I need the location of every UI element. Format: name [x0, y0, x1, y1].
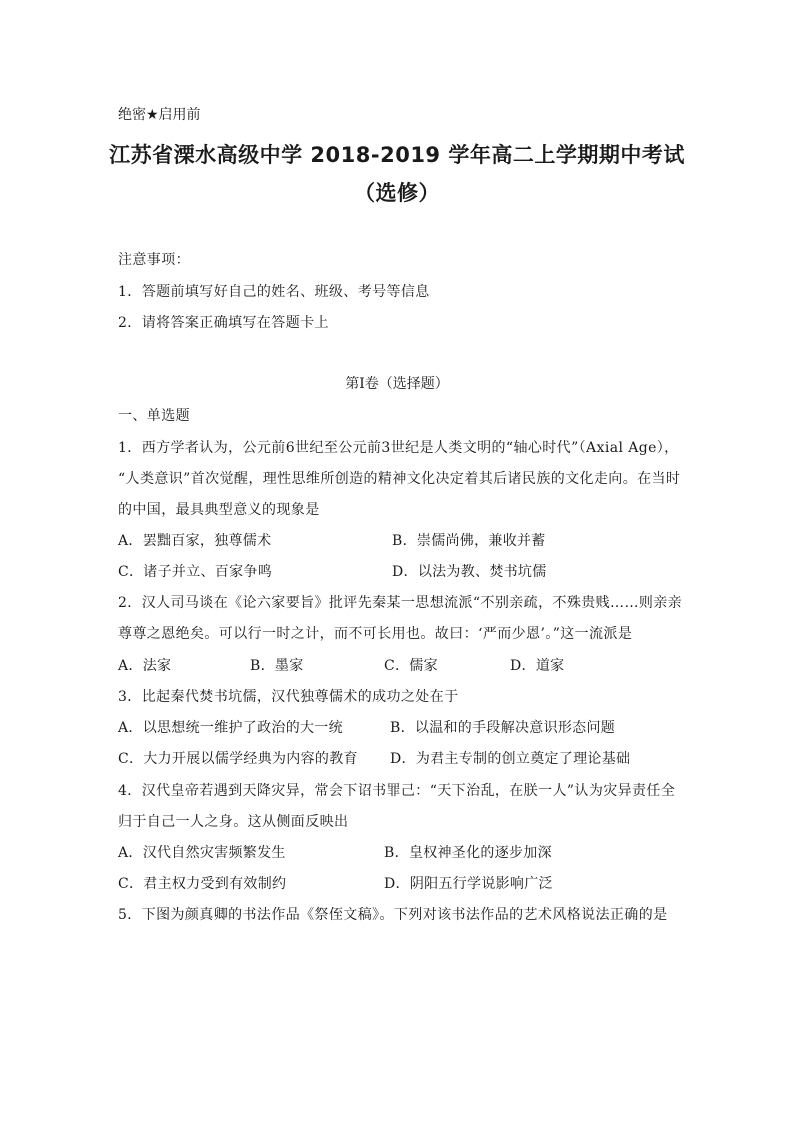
question-2-option-b: B．墨家 [250, 658, 304, 674]
section-title: 第I卷（选择题） [345, 376, 449, 392]
question-3-option-a: A．以思想统一维护了政治的大一统 [118, 720, 343, 736]
question-4-line: 归于自己一人之身。这从侧面反映出 [118, 814, 349, 830]
question-4-option-c: C．君主权力受到有效制约 [118, 876, 287, 892]
question-5-line: 5．下图为颜真卿的书法作品《祭侄文稿》。下列对该书法作品的艺术风格说法正确的是 [118, 907, 668, 923]
question-1-line: 的中国，最具典型意义的现象是 [118, 502, 320, 518]
question-1-option-b: B．崇儒尚佛，兼收并蓄 [392, 533, 546, 549]
question-1-line: 1．西方学者认为，公元前6世纪至公元前3世纪是人类文明的“轴心时代”（Axial Age）， [118, 440, 679, 456]
notice-item: 1．答题前填写好自己的姓名、班级、考号等信息 [118, 284, 430, 300]
question-3-line: 3．比起秦代焚书坑儒，汉代独尊儒术的成功之处在于 [118, 689, 459, 705]
exam-subtitle: （选修） [354, 181, 440, 205]
question-2-line: 2．汉人司马谈在《论六家要旨》批评先秦某一思想流派“不别亲疏，不殊贵贱……则亲亲 [118, 595, 683, 611]
subsection-title: 一、单选题 [118, 408, 190, 424]
question-4-option-d: D．阴阳五行学说影响广泛 [384, 876, 553, 892]
question-2-option-c: C．儒家 [384, 658, 438, 674]
question-1-option-d: D．以法为教、焚书坑儒 [392, 564, 547, 580]
question-2-line: 尊尊之恩绝矣。可以行一时之计，而不可长用也。故曰：‘严而少恩’。”这一流派是 [118, 626, 633, 642]
question-2-option-d: D．道家 [510, 658, 565, 674]
question-3-option-b: B．以温和的手段解决意识形态问题 [390, 720, 616, 736]
question-1-line: “人类意识”首次觉醒，理性思维所创造的精神文化决定着其后诸民族的文化走向。在当时 [118, 471, 681, 487]
question-3-option-c: C．大力开展以儒学经典为内容的教育 [118, 751, 358, 767]
question-2-option-a: A．法家 [118, 658, 172, 674]
notice-heading: 注意事项： [118, 252, 190, 268]
notice-item: 2．请将答案正确填写在答题卡上 [118, 315, 329, 331]
question-4-option-a: A．汉代自然灾害频繁发生 [118, 845, 286, 861]
question-3-option-d: D．为君主专制的创立奠定了理论基础 [390, 751, 631, 767]
exam-title: 江苏省溧水高级中学 2018-2019 学年高二上学期期中考试 [109, 143, 685, 167]
question-1-option-a: A．罢黜百家，独尊儒术 [118, 533, 272, 549]
question-4-option-b: B．皇权神圣化的逐步加深 [384, 845, 552, 861]
question-4-line: 4．汉代皇帝若遇到天降灾异，常会下诏书罪己：“天下治乱，在朕一人”认为灾异责任全 [118, 783, 676, 799]
confidential-mark: 绝密★启用前 [118, 107, 201, 123]
question-1-option-c: C．诸子并立、百家争鸣 [118, 564, 273, 580]
